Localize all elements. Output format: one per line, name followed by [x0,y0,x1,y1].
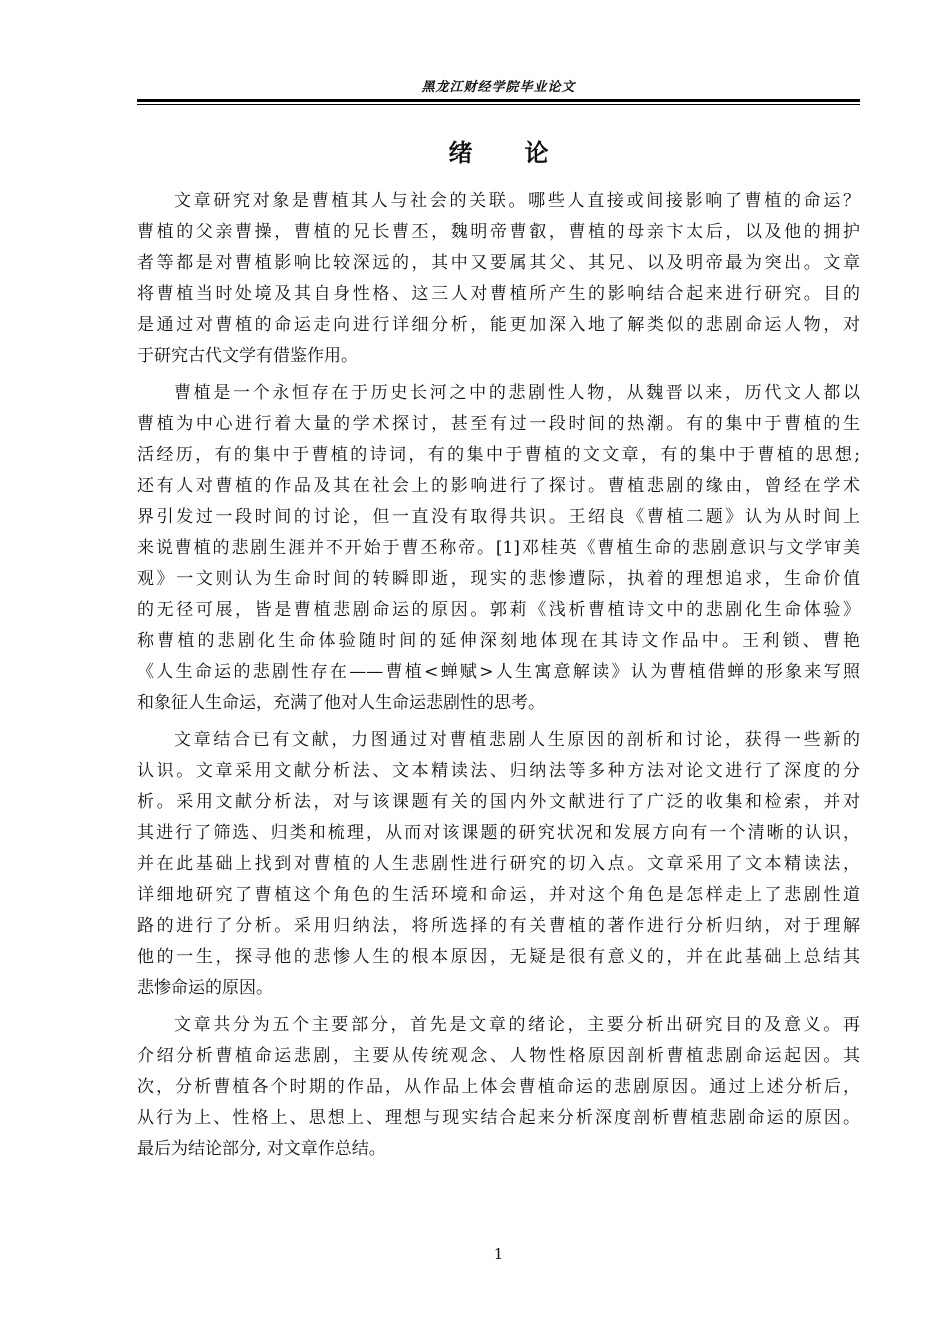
header-rule-thick [137,99,860,102]
paragraph-line: 文章研究对象是曹植其人与社会的关联。哪些人直接或间接影响了曹植的命运？ [174,191,860,211]
paragraph-line: 文章共分为五个主要部分，首先是文章的绪论，主要分析出研究目的及意义。再 [174,1015,860,1035]
paragraph-line: 的无径可展，皆是曹植悲剧命运的原因。郭莉《浅析曹植诗文中的悲剧化生命体验》 [137,600,860,620]
paragraph [137,186,860,372]
body-text [137,186,860,1171]
paragraph-line: 路的进行了分析。采用归纳法，将所选择的有关曹植的著作进行分析归纳，对于理解 [137,916,860,936]
paragraph-line: 是通过对曹植的命运走向进行详细分析，能更加深入地了解类似的悲剧命运人物，对 [137,315,860,335]
paragraph-line: 者等都是对曹植影响比较深远的，其中又要属其父、其兄、以及明帝最为突出。文章 [137,253,860,273]
paragraph-line: 介绍分析曹植命运悲剧，主要从传统观念、人物性格原因剖析曹植悲剧命运起因。其 [137,1046,860,1066]
paragraph-line: 《人生命运的悲剧性存在——曹植<蝉赋>人生寓意解读》认为曹植借蝉的形象来写照 [137,662,860,682]
paragraph [137,378,860,719]
section-title-right: 论 [524,138,549,167]
paragraph-line: 文章结合已有文献，力图通过对曹植悲剧人生原因的剖析和讨论，获得一些新的 [174,730,860,750]
paragraph-line: 其进行了筛选、归类和梳理，从而对该课题的研究状况和发展方向有一个清晰的认识， [137,823,860,843]
paragraph-line: 他的一生，探寻他的悲惨人生的根本原因，无疑是很有意义的，并在此基础上总结其 [137,947,860,967]
section-title [137,136,860,170]
page-number: 1 [493,1245,504,1263]
paragraph-line: 来说曹植的悲剧生涯并不开始于曹丕称帝。[1]邓桂英《曹植生命的悲剧意识与文学审美 [137,538,860,558]
paragraph-line: 悲惨命运的原因。 [137,978,273,998]
paragraph-line: 称曹植的悲剧化生命体验随时间的延伸深刻地体现在其诗文作品中。王利锁、曹艳 [137,631,860,651]
header-rule-thin [137,104,860,105]
paragraph-line: 曹植是一个永恒存在于历史长河之中的悲剧性人物，从魏晋以来，历代文人都以 [174,383,860,403]
paragraph-line: 界引发过一段时间的讨论，但一直没有取得共识。王绍良《曹植二题》认为从时间上 [137,507,860,527]
paragraph-line: 还有人对曹植的作品及其在社会上的影响进行了探讨。曹植悲剧的缘由，曾经在学术 [137,476,860,496]
paragraph-line: 观》一文则认为生命时间的转瞬即逝，现实的悲惨遭际，执着的理想追求，生命价值 [137,569,860,589]
paragraph-line: 次，分析曹植各个时期的作品，从作品上体会曹植命运的悲剧原因。通过上述分析后， [137,1077,860,1097]
paragraph [137,1010,860,1165]
paragraph [137,725,860,1004]
paragraph-line: 曹植的父亲曹操，曹植的兄长曹丕，魏明帝曹叡，曹植的母亲卞太后，以及他的拥护 [137,222,860,242]
paragraph-line: 曹植为中心进行着大量的学术探讨，甚至有过一段时间的热潮。有的集中于曹植的生 [137,414,860,434]
paragraph-line: 将曹植当时处境及其自身性格、这三人对曹植所产生的影响结合起来进行研究。目的 [137,284,860,304]
paragraph-line: 活经历，有的集中于曹植的诗词，有的集中于曹植的文文章，有的集中于曹植的思想; [137,445,860,465]
paragraph-line: 并在此基础上找到对曹植的人生悲剧性进行研究的切入点。文章采用了文本精读法， [137,854,860,874]
paragraph-line: 认识。文章采用文献分析法、文本精读法、归纳法等多种方法对论文进行了深度的分 [137,761,860,781]
paragraph-line: 和象征人生命运，充满了他对人生命运悲剧性的思考。 [137,693,545,713]
paragraph-line: 从行为上、性格上、思想上、理想与现实结合起来分析深度剖析曹植悲剧命运的原因。 [137,1108,860,1128]
section-title-left: 绪 [448,138,473,167]
paragraph-line: 最后为结论部分, 对文章作总结。 [137,1139,386,1159]
paragraph-line: 详细地研究了曹植这个角色的生活环境和命运，并对这个角色是怎样走上了悲剧性道 [137,885,860,905]
paragraph-line: 于研究古代文学有借鉴作用。 [137,346,358,366]
paragraph-line: 析。采用文献分析法，对与该课题有关的国内外文献进行了广泛的收集和检索，并对 [137,792,860,812]
running-header: 黑龙江财经学院毕业论文 [421,80,576,95]
